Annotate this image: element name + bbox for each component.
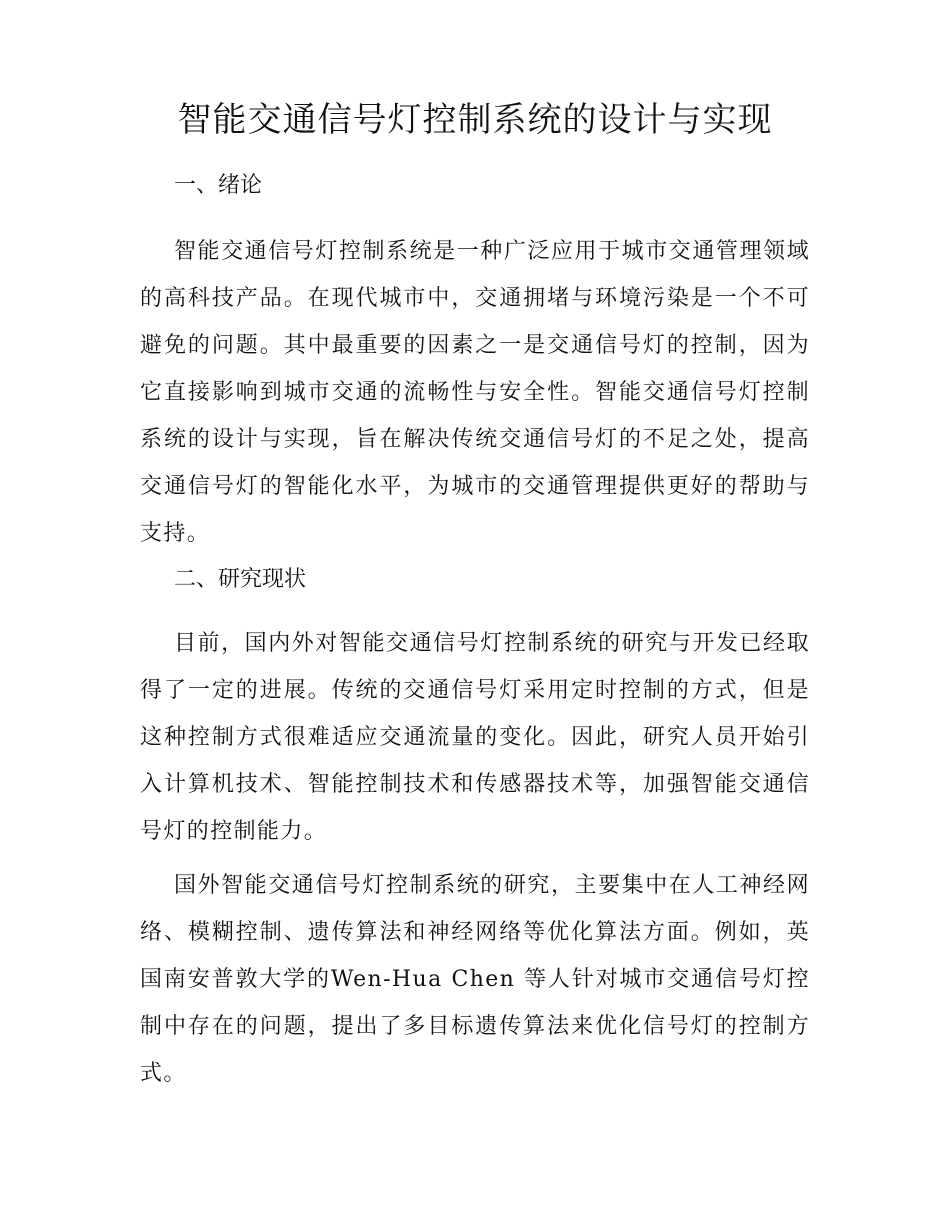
paragraph-introduction: 智能交通信号灯控制系统是一种广泛应用于城市交通管理领域的高科技产品。在现代城市中，交通拥堵与环境污染是一个不可避免的问题。其中最重要的因素之一是交通信号灯的控制，因为它直接影响到城市交通的流畅性与安全性。智能交通信号灯控制系统的设计与实现，旨在解决传统交通信号灯的不足之处，提高交通信号灯的智能化水平，为城市的交通管理提供更好的帮助与支持。: [140, 239, 810, 546]
section-heading-research-status: 二、研究现状: [174, 567, 307, 592]
section-heading-introduction: 一、绪论: [174, 173, 263, 198]
document-title: 智能交通信号灯控制系统的设计与实现: [177, 100, 773, 140]
paragraph-research-status-1: 目前，国内外对智能交通信号灯控制系统的研究与开发已经取得了一定的进展。传统的交通信号灯采用定时控制的方式，但是这种控制方式很难适应交通流量的变化。因此，研究人员开始引入计算机技术、智能控制技术和传感器技术等，加强智能交通信号灯的控制能力。: [140, 631, 810, 844]
paragraph-research-status-2: 国外智能交通信号灯控制系统的研究，主要集中在人工神经网络、模糊控制、遗传算法和神经网络等优化算法方面。例如，英国南安普敦大学的Wen-Hua Chen 等人针对城市交通信号灯控制中存在的问题，提出了多目标遗传算法来优化信号灯的控制方式。: [140, 873, 810, 1086]
